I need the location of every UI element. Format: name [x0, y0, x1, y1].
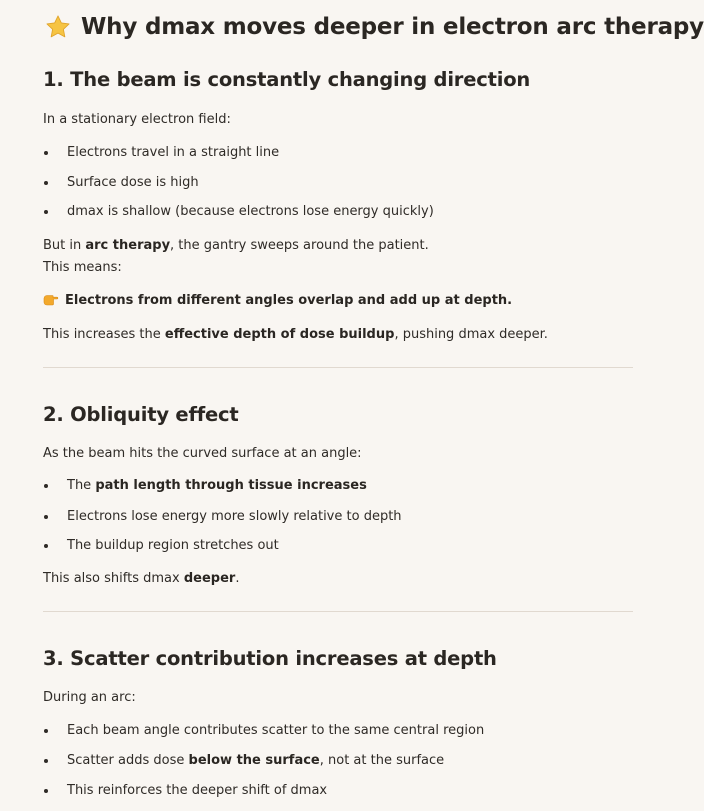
section-1-paragraph: But in arc therapy, the gantry sweeps around the patient. [43, 238, 429, 253]
divider [43, 611, 633, 612]
list-item: dmax is shallow (because electrons lose energy quickly) [43, 203, 434, 220]
callout-text: Electrons from different angles overlap and add up at depth. [65, 293, 513, 308]
pointing-hand-icon [43, 292, 59, 306]
page-title [45, 14, 704, 40]
page-title-text: Why dmax moves deeper in electron arc therapy [81, 14, 704, 40]
section-1-intro: In a stationary electron field: [43, 112, 231, 127]
section-2-closing: This also shifts dmax deeper. [43, 571, 240, 586]
section-1-closing: This increases the effective depth of dose buildup, pushing dmax deeper. [43, 327, 548, 342]
list-item: Electrons lose energy more slowly relative to depth [43, 508, 402, 525]
section-3-intro: During an arc: [43, 690, 136, 705]
divider [43, 367, 633, 368]
section-2-list [43, 477, 402, 554]
section-2-intro: As the beam hits the curved surface at an angle: [43, 446, 362, 461]
section-3-list [43, 722, 484, 799]
list-item: Surface dose is high [43, 174, 434, 191]
section-1-list [43, 144, 434, 220]
section-2-heading: 2. Obliquity effect [43, 403, 239, 426]
star-icon [45, 14, 71, 40]
section-3-heading: 3. Scatter contribution increases at depth [43, 647, 497, 670]
list-item: The buildup region stretches out [43, 537, 402, 554]
list-item: The path length through tissue increases [43, 477, 402, 494]
list-item: Electrons travel in a straight line [43, 144, 434, 161]
list-item: This reinforces the deeper shift of dmax [43, 782, 484, 799]
section-1-callout [43, 292, 512, 309]
section-1-paragraph-line2: This means: [43, 260, 122, 275]
list-item: Scatter adds dose below the surface, not at the surface [43, 752, 484, 769]
section-1-heading: 1. The beam is constantly changing direction [43, 68, 531, 91]
list-item: Each beam angle contributes scatter to the same central region [43, 722, 484, 739]
